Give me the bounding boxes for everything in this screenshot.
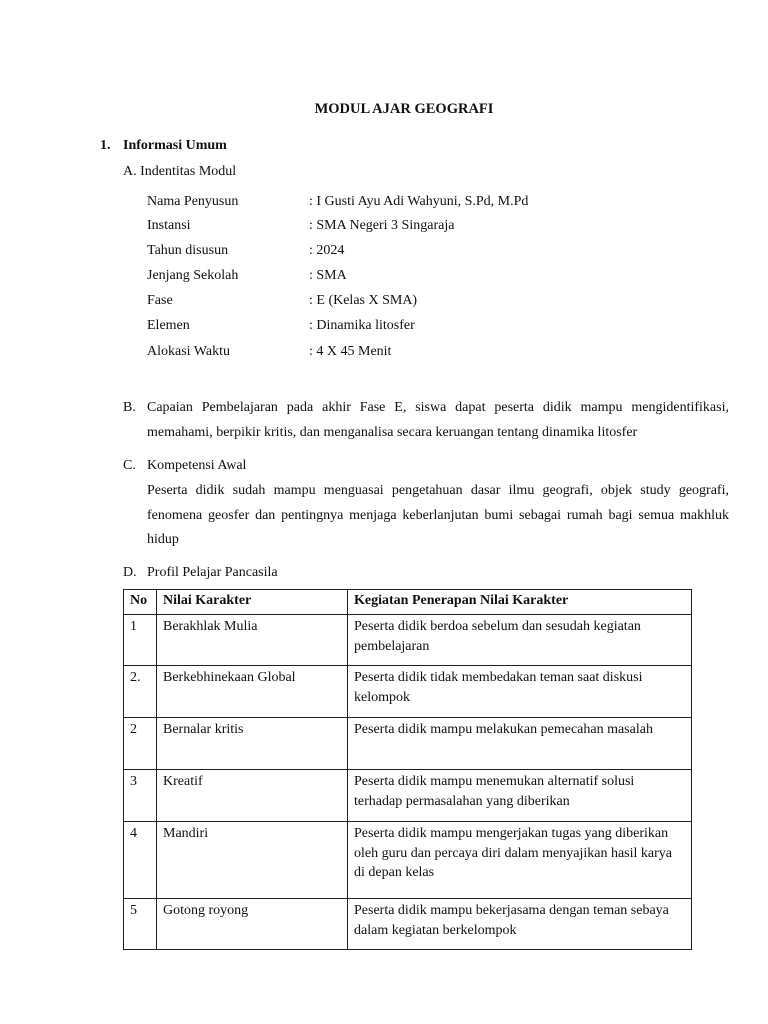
cell-nilai: Gotong royong — [157, 899, 348, 950]
cell-kegiatan: Peserta didik berdoa sebelum dan sesudah kegiatan pembelajaran — [348, 615, 692, 666]
section-c-paragraph: Peserta didik sudah mampu menguasai pengetahuan dasar ilmu geografi, objek study geografi, fenomena geosfer dan pentingnya menjaga keberlanjutan bumi sebagai rumah bagi semua makhluk hidup — [147, 483, 729, 547]
identitas-label: Elemen — [147, 318, 190, 333]
document-title: MODUL AJAR GEOGRAFI — [314, 101, 494, 117]
cell-kegiatan: Peserta didik mampu bekerjasama dengan teman sebaya dalam kegiatan berkelompok — [348, 899, 692, 950]
cell-kegiatan: Peserta didik tidak membedakan teman saat diskusi kelompok — [348, 666, 692, 718]
identitas-label: Instansi — [147, 218, 191, 233]
cell-kegiatan: Peserta didik mampu mengerjakan tugas yang diberikan oleh guru dan percaya diri dalam menyajikan hasil karya di depan kelas — [348, 822, 692, 899]
identitas-value: : SMA Negeri 3 Singaraja — [309, 218, 455, 233]
identitas-label: Tahun disusun — [147, 243, 229, 258]
cell-nilai: Mandiri — [157, 822, 348, 899]
table-row — [124, 770, 692, 822]
cell-kegiatan: Peserta didik mampu melakukan pemecahan masalah — [348, 718, 692, 770]
cell-nilai: Berkebhinekaan Global — [157, 666, 348, 718]
identitas-value: : I Gusti Ayu Adi Wahyuni, S.Pd, M.Pd — [309, 194, 529, 209]
section-b-paragraph: Capaian Pembelajaran pada akhir Fase E, siswa dapat peserta didik mampu mengidentifikasi, memahami, berpikir kritis, dan menganalisa secara keruangan tentang dinamika litosfer — [147, 400, 729, 440]
table-row — [124, 615, 692, 666]
cell-no: 4 — [124, 822, 157, 899]
profil-pelajar-table — [123, 589, 692, 950]
table-header-row — [124, 590, 692, 615]
table-row — [124, 899, 692, 950]
cell-kegiatan: Peserta didik mampu menemukan alternatif solusi terhadap permasalahan yang diberikan — [348, 770, 692, 822]
identitas-value: : Dinamika litosfer — [309, 318, 415, 333]
table-row — [124, 822, 692, 899]
cell-nilai: Kreatif — [157, 770, 348, 822]
cell-no: 1 — [124, 615, 157, 666]
cell-no: 2. — [124, 666, 157, 718]
header-nilai-karakter: Nilai Karakter — [157, 590, 348, 615]
header-kegiatan: Kegiatan Penerapan Nilai Karakter — [348, 590, 692, 615]
cell-no: 5 — [124, 899, 157, 950]
identitas-label: Nama Penyusun — [147, 194, 239, 209]
subsection-a-label: A. Indentitas Modul — [123, 164, 237, 179]
identitas-value: : E (Kelas X SMA) — [309, 293, 418, 308]
table-row — [124, 666, 692, 718]
header-no: No — [124, 590, 157, 615]
identitas-label: Alokasi Waktu — [147, 344, 230, 359]
identitas-label: Jenjang Sekolah — [147, 268, 239, 283]
section-b-letter: B. — [123, 400, 136, 415]
cell-nilai: Bernalar kritis — [157, 718, 348, 770]
section-c-letter: C. — [123, 458, 136, 473]
section-c-heading: Kompetensi Awal — [147, 458, 247, 473]
table-row — [124, 718, 692, 770]
identitas-value: : 4 X 45 Menit — [309, 344, 392, 359]
section-d-heading: Profil Pelajar Pancasila — [147, 565, 278, 580]
identitas-value: : 2024 — [309, 243, 345, 258]
section-number: 1. — [100, 138, 111, 153]
identitas-label: Fase — [147, 293, 173, 308]
section-title: Informasi Umum — [123, 138, 227, 153]
identitas-value: : SMA — [309, 268, 347, 283]
cell-nilai: Berakhlak Mulia — [157, 615, 348, 666]
cell-no: 2 — [124, 718, 157, 770]
section-d-letter: D. — [123, 565, 137, 580]
cell-no: 3 — [124, 770, 157, 822]
